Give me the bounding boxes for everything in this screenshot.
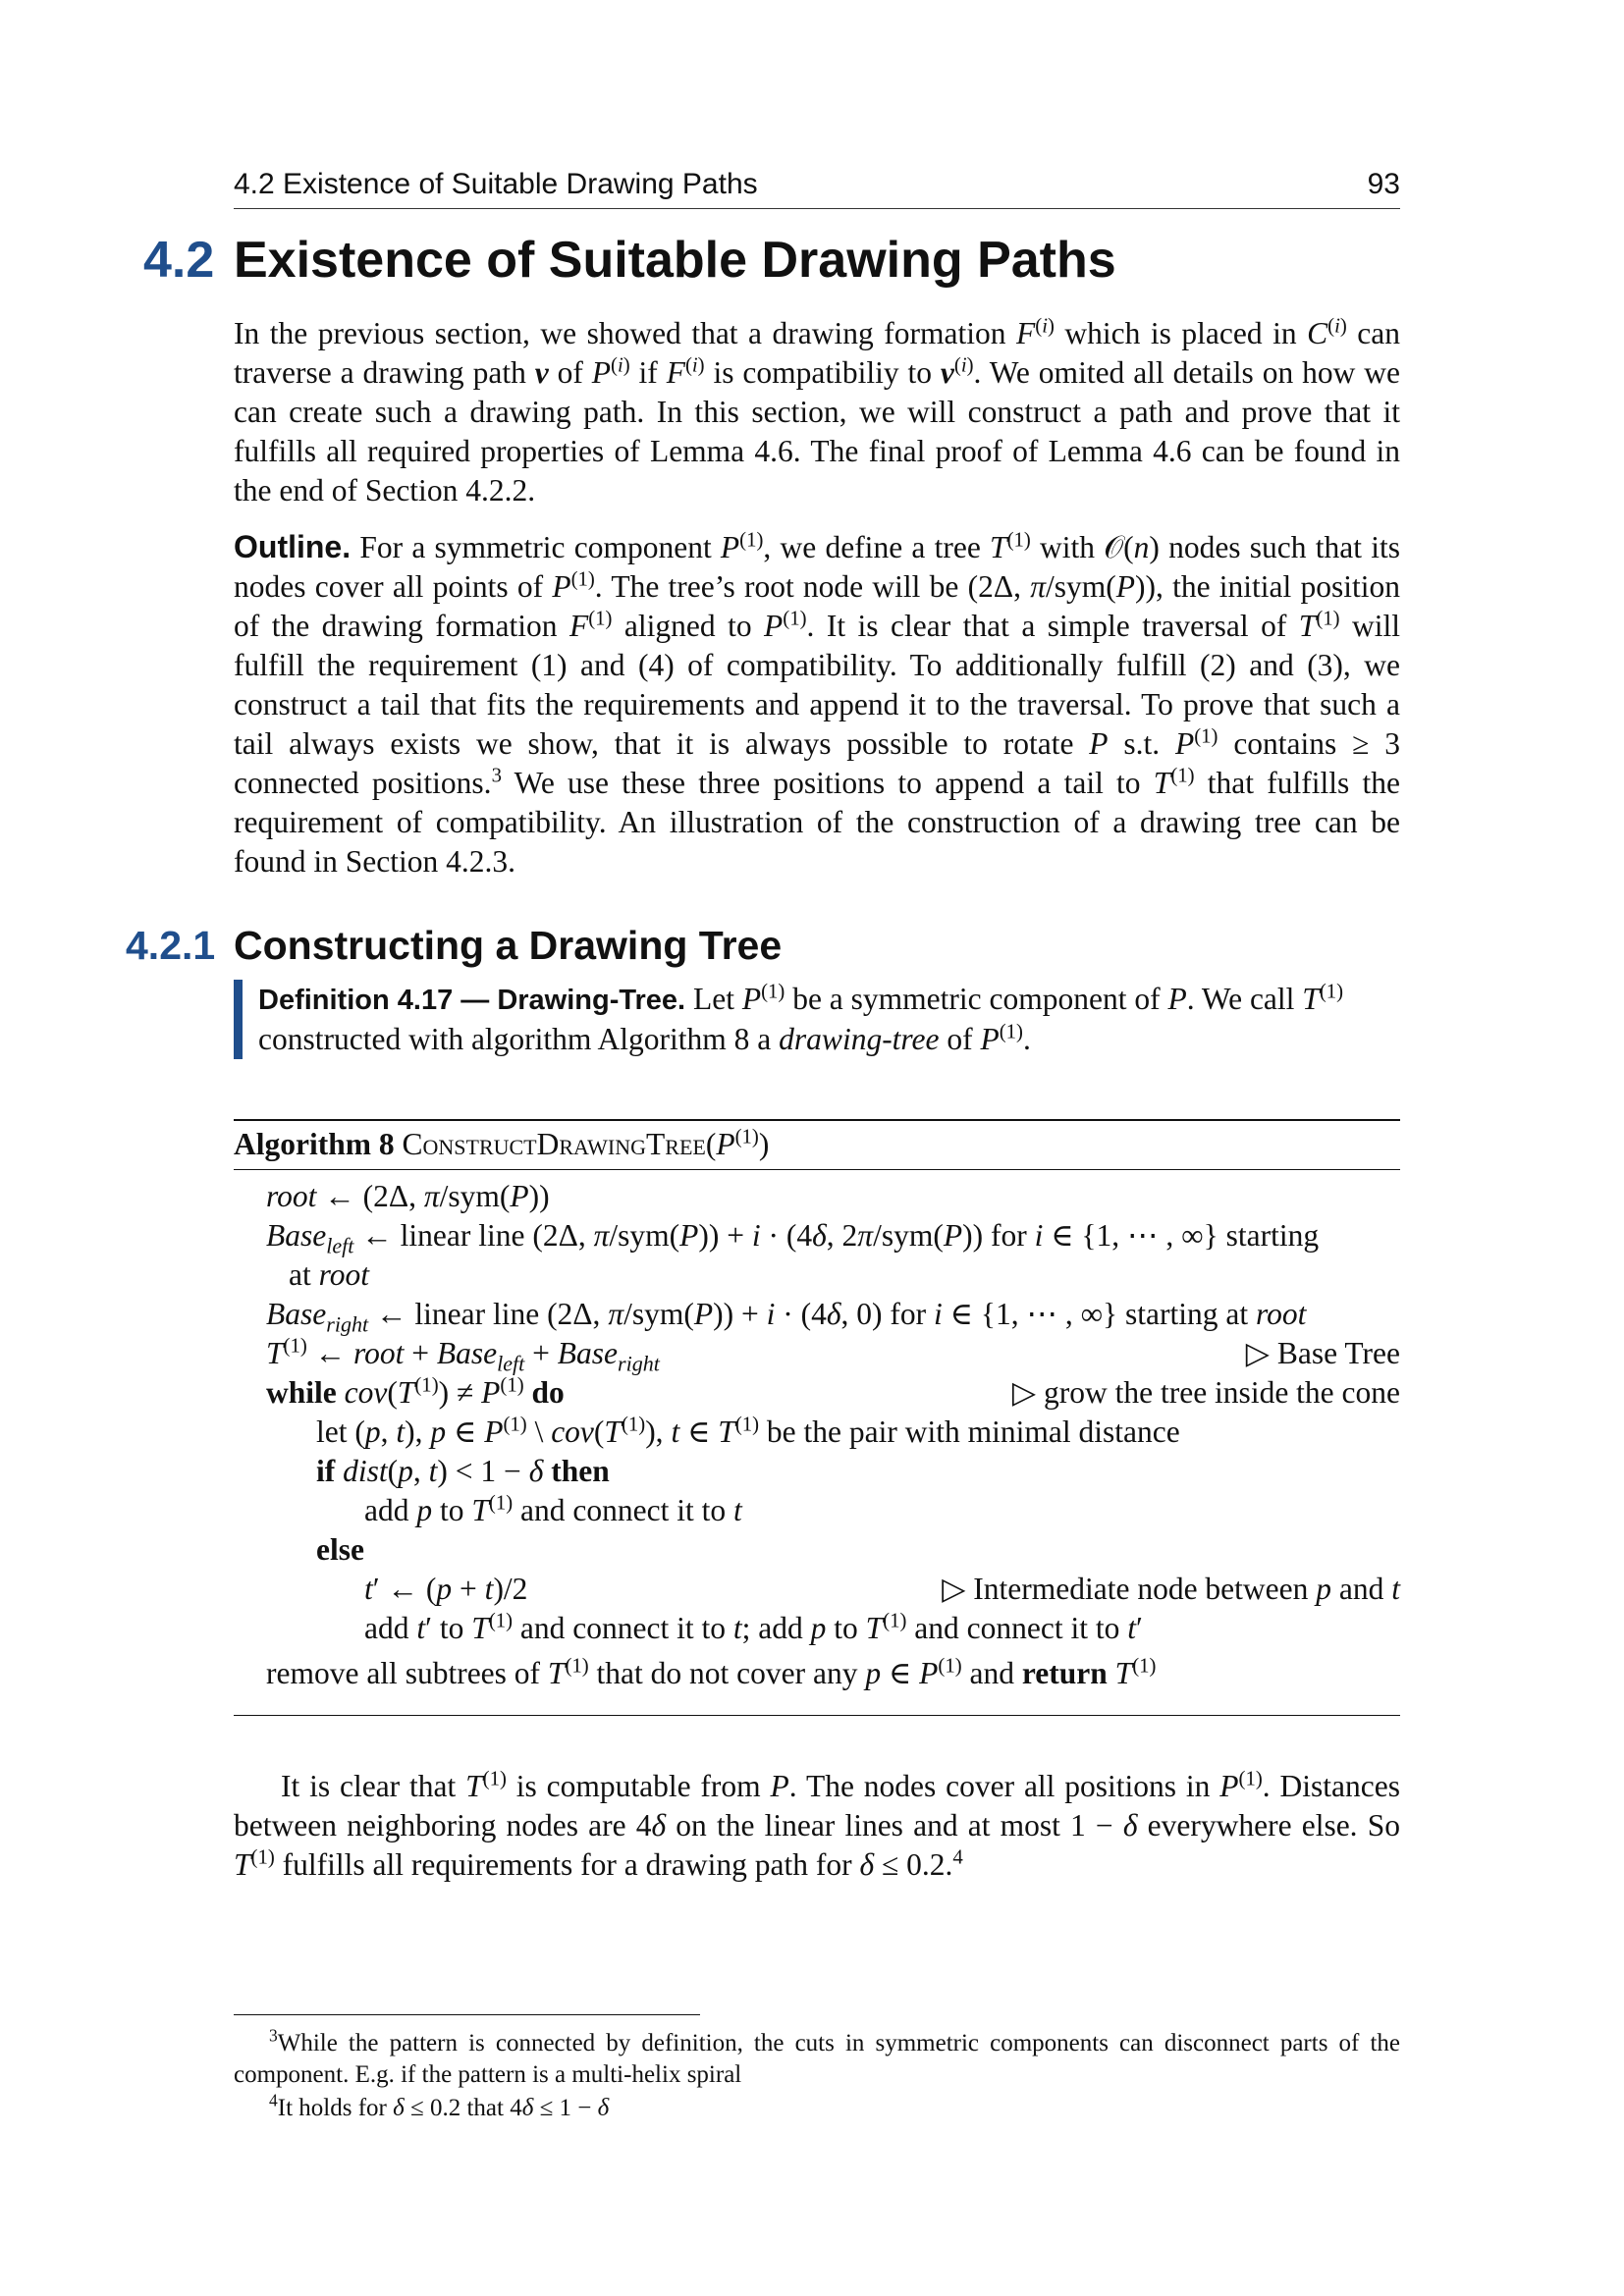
running-head-title: 4.2 Existence of Suitable Drawing Paths — [234, 168, 758, 200]
subsection-heading — [126, 920, 783, 971]
algo-line-9 — [316, 1530, 364, 1570]
footnote-rule — [234, 2014, 700, 2015]
algo-line-4: $T^{(1)}$ ← root + Base$_{left}$ + Base$_{right}$ — [266, 1334, 660, 1376]
comment-grow: ▷ grow the tree inside the cone — [1011, 1375, 1400, 1410]
algorithm-name: ConstructDrawingTree — [402, 1127, 706, 1161]
closing-paragraph: It is clear that $T^{(1)}$ is computable from P. The nodes cover all positions in $P^{(1)}$. Distances between neighboring nodes are 4δ on the linear lines and at most 1 − δ everywhere else. So $T^{(1)}$ fulfills all requirements for a drawing path for δ ≤ 0.2.$^4$ — [234, 1767, 1400, 1882]
kw-do: do — [531, 1375, 565, 1410]
section-number: 4.2 — [143, 232, 215, 289]
kw-return: return — [1021, 1656, 1108, 1690]
intro-paragraph: In the previous section, we showed that a drawing formation $F^{(i)}$ which is placed in $C^{(i)}$ can traverse a drawing path v of $P^{(i)}$ if $F^{(i)}$ is compatibiliy to $v^{(i)}$. We omited all details on how we can create such a drawing path. In this section, we will construct a path and prove that it fulfills all required properties of Lemma 4.6. The final proof of Lemma 4.6 can be found in the end of Section 4.2.2. — [234, 314, 1400, 507]
subsection-title: Constructing a Drawing Tree — [234, 923, 783, 968]
algo-line-11: add t′ to $T^{(1)}$ and connect it to t; add p to $T^{(1)}$ and connect it to t′ — [364, 1609, 1143, 1645]
outline-paragraph: Outline. For a symmetric component $P^{(1)}$, we define a tree $T^{(1)}$ with 𝒪(n) nodes such that its nodes cover all points of $P^{(1)}$. The tree’s root node will be (2Δ, π/sym(P)), the initial position of the drawing formation $F^{(1)}$ aligned to $P^{(1)}$. It is clear that a simple traversal of $T^{(1)}$ will fulfill the requirement (1) and (4) of compatibility. To additionally fulfill (2) and (3), we construct a tail that fits the requirements and append it to the traversal. To prove that such a tail always exists we show, that it is always possible to rotate P s.t. $P^{(1)}$ contains ≥ 3 connected positions.$^3$ We use these three positions to append a tail to $T^{(1)}$ that fulfills the requirement of compatibility. An illustration of the construction of a drawing tree can be found in Section 4.2.3. — [234, 528, 1401, 879]
kw-then: then — [551, 1454, 610, 1488]
algo-line-3: Base$_{right}$ ← linear line (2Δ, π/sym(P)) + i · (4δ, 0) for i ∈ {1, ⋯ , ∞} starting at root — [266, 1297, 1307, 1337]
algo-line-6: let (p, t), p ∈ $P^{(1)}$ \ $cov(T^{(1)})$, t ∈ $T^{(1)}$ be the pair with minimal distance — [316, 1413, 1180, 1449]
definition-box: Definition 4.17 — Drawing-Tree. Let $P^{(1)}$ be a symmetric component of P. We call $T^{(1)}$ constructed with algorithm Algorithm 8 a drawing-tree of $P^{(1)}$. — [234, 980, 1400, 1059]
footnote-4: $^4$It holds for δ ≤ 0.2 that 4δ ≤ 1 − δ — [269, 2090, 610, 2121]
algo-line-5: while $cov(T^{(1)}) \ne P^{(1)}$ do — [266, 1373, 565, 1410]
algo-line-2b: at root — [289, 1257, 369, 1292]
footnote-3: $^3$While the pattern is connected by definition, the cuts in symmetric components can disconnect parts of the component. E.g. if the pattern is a multi-helix spiral — [234, 2025, 1400, 2088]
algorithm-mid-rule — [234, 1169, 1400, 1170]
algo-line-10: t′ ← (p + t)/2 — [364, 1572, 528, 1606]
kw-if: if — [316, 1454, 336, 1488]
algorithm-bottom-rule — [234, 1715, 1400, 1716]
comment-intermediate: ▷ Intermediate node between p and t — [942, 1572, 1400, 1606]
section-heading — [143, 229, 1116, 292]
outline-label: Outline. — [234, 529, 352, 564]
running-head — [234, 165, 1400, 209]
algorithm-top-rule — [234, 1119, 1400, 1121]
comment-base-tree: ▷ Base Tree — [1245, 1336, 1400, 1370]
algorithm-label: Algorithm 8 — [234, 1127, 395, 1161]
algo-line-12: remove all subtrees of $T^{(1)}$ that do not cover any p ∈ $P^{(1)}$ and return $T^{(1)}$ — [266, 1654, 1157, 1690]
algorithm-caption: Algorithm 8 $ConstructDrawingTree(P^{(1)})$ — [234, 1125, 770, 1161]
definition-label: Definition 4.17 — Drawing-Tree. — [258, 985, 686, 1016]
subsection-number: 4.2.1 — [126, 923, 216, 968]
section-title: Existence of Suitable Drawing Paths — [234, 232, 1116, 289]
algo-line-1: root ← (2Δ, π/sym(P)) — [266, 1179, 550, 1213]
algo-line-8: add p to $T^{(1)}$ and connect it to t — [364, 1491, 742, 1527]
kw-else: else — [316, 1532, 364, 1567]
kw-while: while — [266, 1375, 337, 1410]
algo-line-2: Base$_{left}$ ← linear line (2Δ, π/sym(P)) + i · (4δ, 2π/sym(P)) for i ∈ {1, ⋯ , ∞} starting — [266, 1218, 1320, 1258]
algo-line-7: if dist(p, t) < 1 − δ then — [316, 1454, 610, 1488]
page-number: 93 — [1367, 168, 1400, 200]
